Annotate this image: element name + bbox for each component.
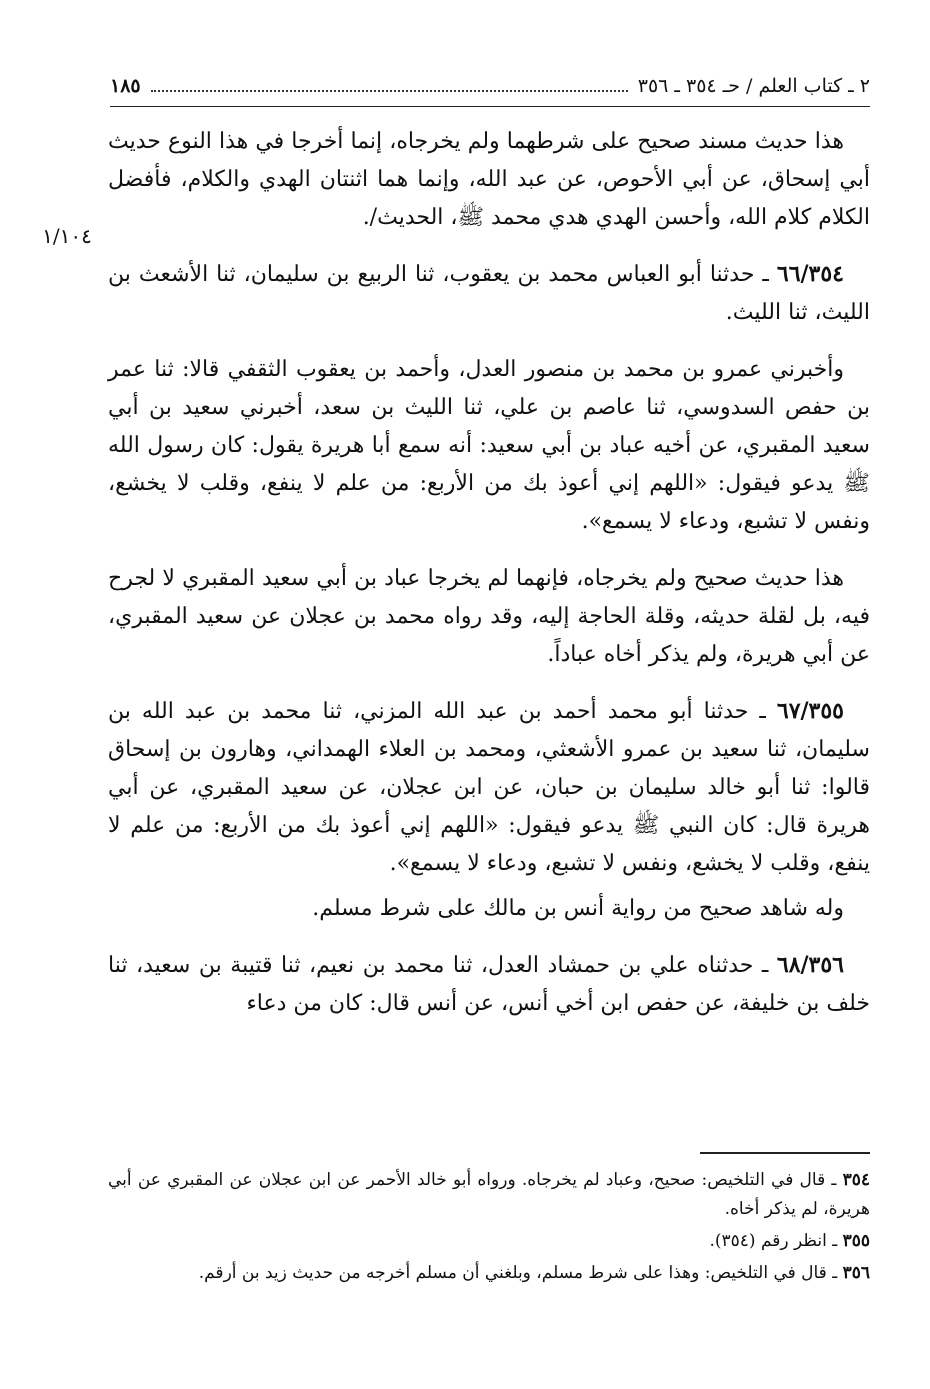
paragraph-text: ـ حدثنا أبو العباس محمد بن يعقوب، ثنا الربيع بن سليمان، ثنا الأشعث بن الليث، ثنا الليث. — [108, 262, 870, 325]
paragraph — [108, 122, 870, 237]
paragraph — [108, 350, 870, 541]
footnote-number: ٣٥٤ — [842, 1170, 870, 1190]
paragraph — [108, 559, 870, 674]
running-header — [110, 66, 870, 107]
dot-leader — [151, 80, 628, 92]
hadith-number: ٦٦/٣٥٤ — [776, 261, 844, 287]
paragraph-text: وأخبرني عمرو بن محمد بن منصور العدل، وأحمد بن يعقوب الثقفي قالا: ثنا عمر بن حفص السدوسي، ثنا عاصم بن علي، ثنا الليث بن سعد، أخبرني سعيد بن أبي سعيد المقبري، عن أخيه عباد بن أبي سعيد: أنه سمع أبا هريرة يقول: كان رسول الله ﷺ يدعو فيقول: «اللهم إني أعوذ بك من الأربع: من علم لا ينفع، وقلب لا يخشع، ونفس لا تشبع، ودعاء لا يسمع». — [108, 357, 870, 534]
paragraph — [108, 692, 870, 883]
hadith-number: ٦٨/٣٥٦ — [776, 952, 844, 978]
main-text — [108, 122, 870, 1041]
paragraph — [108, 255, 870, 332]
footnote-rule — [700, 1152, 870, 1154]
footnote-text: ـ انظر رقم (٣٥٤). — [709, 1231, 843, 1251]
paragraph — [108, 889, 870, 928]
hadith-number: ٦٧/٣٥٥ — [776, 698, 844, 724]
running-title: ٢ ـ كتاب العلم / حـ ٣٥٤ ـ ٣٥٦ — [637, 75, 870, 97]
paragraph-text: ـ حدثناه علي بن حمشاد العدل، ثنا محمد بن نعيم، ثنا قتيبة بن سعيد، ثنا خلف بن خليفة، عن حفص ابن أخي أنس، عن أنس قال: كان من دعاء — [108, 953, 870, 1016]
footnote-number: ٣٥٥ — [842, 1231, 870, 1251]
footnote — [108, 1227, 870, 1256]
paragraph — [108, 946, 870, 1023]
footnote-number: ٣٥٦ — [842, 1263, 870, 1283]
paragraph-text: هذا حديث مسند صحيح على شرطهما ولم يخرجاه، إنما أخرجا في هذا النوع حديث أبي إسحاق، عن أبي الأحوص، عن عبد الله، وإنما هما اثنتان الهدي والكلام، فأفضل الكلام كلام الله، وأحسن الهدي هدي محمد ﷺ، الحديث/. — [108, 129, 870, 230]
footnote — [108, 1166, 870, 1224]
paragraph-text: ـ حدثنا أبو محمد أحمد بن عبد الله المزني، ثنا محمد بن عبد الله بن سليمان، ثنا سعيد بن عمرو الأشعثي، ومحمد بن العلاء الهمداني، وهارون بن إسحاق قالوا: ثنا أبو خالد سليمان بن حبان، عن ابن عجلان، عن سعيد المقبري، عن أبي هريرة قال: كان النبي ﷺ يدعو فيقول: «اللهم إني أعوذ بك من الأربع: من علم لا ينفع، وقلب لا يخشع، ونفس لا تشبع، ودعاء لا يسمع». — [108, 699, 870, 876]
paragraph-text: وله شاهد صحيح من رواية أنس بن مالك على شرط مسلم. — [312, 896, 844, 921]
footnote-text: ـ قال في التلخيص: صحيح، وعباد لم يخرجاه. ورواه أبو خالد الأحمر عن ابن عجلان عن المقبري عن أبي هريرة، لم يذكر أخاه. — [108, 1170, 870, 1219]
footnote-text: ـ قال في التلخيص: وهذا على شرط مسلم، وبلغني أن مسلم أخرجه من حديث زيد بن أرقم. — [198, 1263, 843, 1283]
margin-reference: ١/١٠٤ — [42, 224, 92, 248]
footnote — [108, 1259, 870, 1288]
paragraph-text: هذا حديث صحيح ولم يخرجاه، فإنهما لم يخرجا عباد بن أبي سعيد المقبري لا لجرح فيه، بل لقلة حديثه، وقلة الحاجة إليه، وقد رواه محمد بن عجلان عن سعيد المقبري، عن أبي هريرة، ولم يذكر أخاه عباداً. — [108, 566, 870, 667]
page-number: ١٨٥ — [110, 75, 141, 97]
footnotes — [108, 1166, 870, 1291]
